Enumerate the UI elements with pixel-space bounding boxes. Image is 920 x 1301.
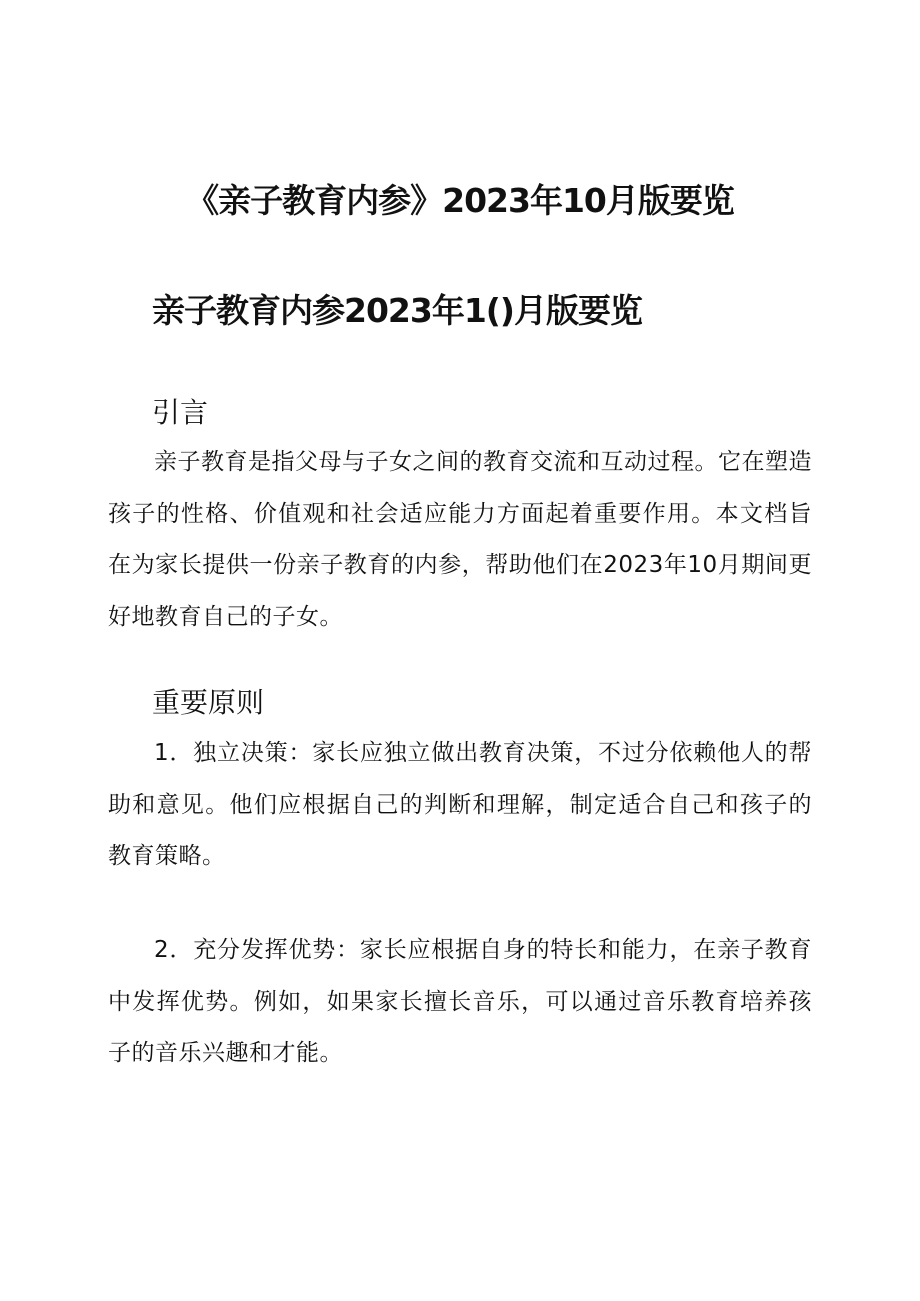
document-subtitle: 亲子教育内参2023年1()月版要览 <box>152 291 642 330</box>
document-title: 《亲子教育内参》2023年10月版要览 <box>186 181 734 220</box>
section-heading-principles: 重要原则 <box>152 686 265 719</box>
introduction-paragraph: 亲子教育是指父母与子女之间的教育交流和互动过程。它在塑造孩子的性格、价值观和社会适应能力方面起着重要作用。本文档旨在为家长提供一份亲子教育的内参，帮助他们在2023年10月期间更好地教育自己的子女。 <box>108 449 812 630</box>
section-heading-introduction: 引言 <box>152 396 209 429</box>
principle-item-1: 1．独立决策：家长应独立做出教育决策，不过分依赖他人的帮助和意见。他们应根据自己的判断和理解，制定适合自己和孩子的教育策略。 <box>108 740 812 869</box>
principle-item-2: 2．充分发挥优势：家长应根据自身的特长和能力，在亲子教育中发挥优势。例如，如果家长擅长音乐，可以通过音乐教育培养孩子的音乐兴趣和才能。 <box>108 937 812 1066</box>
